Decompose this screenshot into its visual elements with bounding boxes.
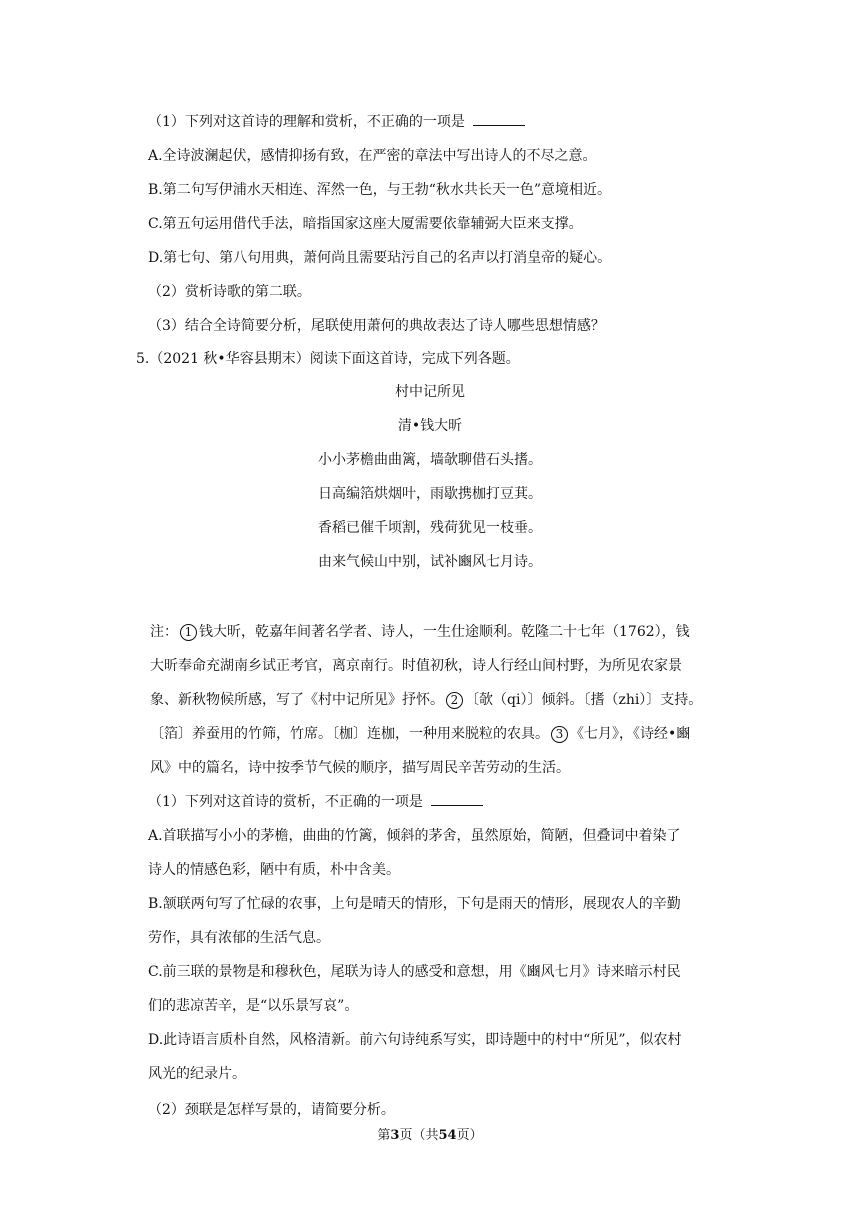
q4-sub3: （3）结合全诗简要分析，尾联使用萧何的典故表达了诗人哪些思想情感？: [148, 318, 605, 334]
circled-number: 1: [180, 624, 197, 641]
q4-option-c: C.第五句运用借代手法，暗指国家这座大厦需要依靠辅弼大臣来支撑。: [148, 216, 583, 232]
page-footer: 第3页（共54页）: [377, 1128, 483, 1143]
q4-option-b: B.第二句写伊浦水天相连、浑然一色，与王勃“秋水共长天一色”意境相近。: [148, 182, 612, 198]
note-line: 大昕奉命充湖南乡试正考官，离京南行。时值初秋，诗人行经山间村野，为所见农家景: [150, 658, 682, 674]
q5-option-d: D.此诗语言质朴自然，风格清新。前六句诗纯系写实，即诗题中的村中“所见”，似农村: [148, 1032, 682, 1048]
note-line: 注： 1 钱大昕，乾嘉年间著名学者、诗人，一生仕途顺利。乾隆二十七年（1762），钱: [150, 624, 690, 640]
q5-option-a: A.首联描写小小的茅檐，曲曲的竹篱，倾斜的茅舍，虽然原始，简陋，但叠词中着染了: [148, 828, 681, 844]
page-number: 3: [390, 1128, 400, 1143]
q5-header: 5.（2021 秋•华容县期末）阅读下面这首诗，完成下列各题。: [136, 351, 520, 367]
q5-option-d-cont: 风光的纪录片。: [148, 1066, 246, 1082]
q5-option-c-cont: 们的悲凉苦辛，是“以乐景写哀”。: [148, 998, 359, 1014]
note-line: 〔箔〕养蚕用的竹筛，竹席。〔枷〕连枷，一种用来脱粒的农具。 3 《七月》，《诗经•豳: [150, 726, 691, 742]
q4-option-a: A.全诗波澜起伏，感情抑扬有致，在严密的章法中写出诗人的不尽之意。: [148, 148, 597, 164]
poem-author: 清•钱大昕: [397, 418, 463, 434]
q5-sub2: （2）颈联是怎样写景的，请简要分析。: [148, 1102, 395, 1118]
q5-sub1-prompt: （1）下列对这首诗的赏析，不正确的一项是: [148, 792, 483, 812]
page-total: 54: [438, 1128, 457, 1143]
q4-sub2: （2）赏析诗歌的第二联。: [148, 284, 311, 300]
answer-blank: [473, 112, 525, 126]
answer-blank: [431, 792, 483, 806]
poem-line: 由来气候山中别，试补豳风七月诗。: [318, 554, 542, 570]
poem-title: 村中记所见: [395, 384, 465, 400]
poem-line: 小小茅檐曲曲篱，墙欹聊借石头搘。: [318, 452, 542, 468]
note-line: 象、新秋物候所感，写了《村中记所见》抒怀。 2 〔欹（qi）〕倾斜。〔搘（zhi）〕支持。: [150, 692, 703, 708]
q5-option-c: C.前三联的景物是和穆秋色，尾联为诗人的感受和意想，用《豳风七月》诗来暗示村民: [148, 964, 681, 980]
poem-line: 香稻已催千顷割，残荷犹见一枝垂。: [318, 520, 542, 536]
q5-option-b: B.颔联两句写了忙碌的农事，上句是晴天的情形，下句是雨天的情形，展现农人的辛勤: [148, 896, 681, 912]
circled-number: 2: [446, 692, 463, 709]
circled-number: 3: [551, 726, 568, 743]
q5-option-a-cont: 诗人的情感色彩，陋中有质，朴中含美。: [148, 862, 400, 878]
q4-sub1-prompt: （1）下列对这首诗的理解和赏析，不正确的一项是: [148, 112, 525, 132]
poem-line: 日高编箔烘烟叶，雨歇携枷打豆萁。: [318, 486, 542, 502]
q5-option-b-cont: 劳作，具有浓郁的生活气息。: [148, 930, 330, 946]
note-line: 风》中的篇名，诗中按季节气候的顺序，描写周民辛苦劳动的生活。: [150, 760, 570, 776]
q4-option-d: D.第七句、第八句用典，萧何尚且需要玷污自己的名声以打消皇帝的疑心。: [148, 250, 612, 266]
